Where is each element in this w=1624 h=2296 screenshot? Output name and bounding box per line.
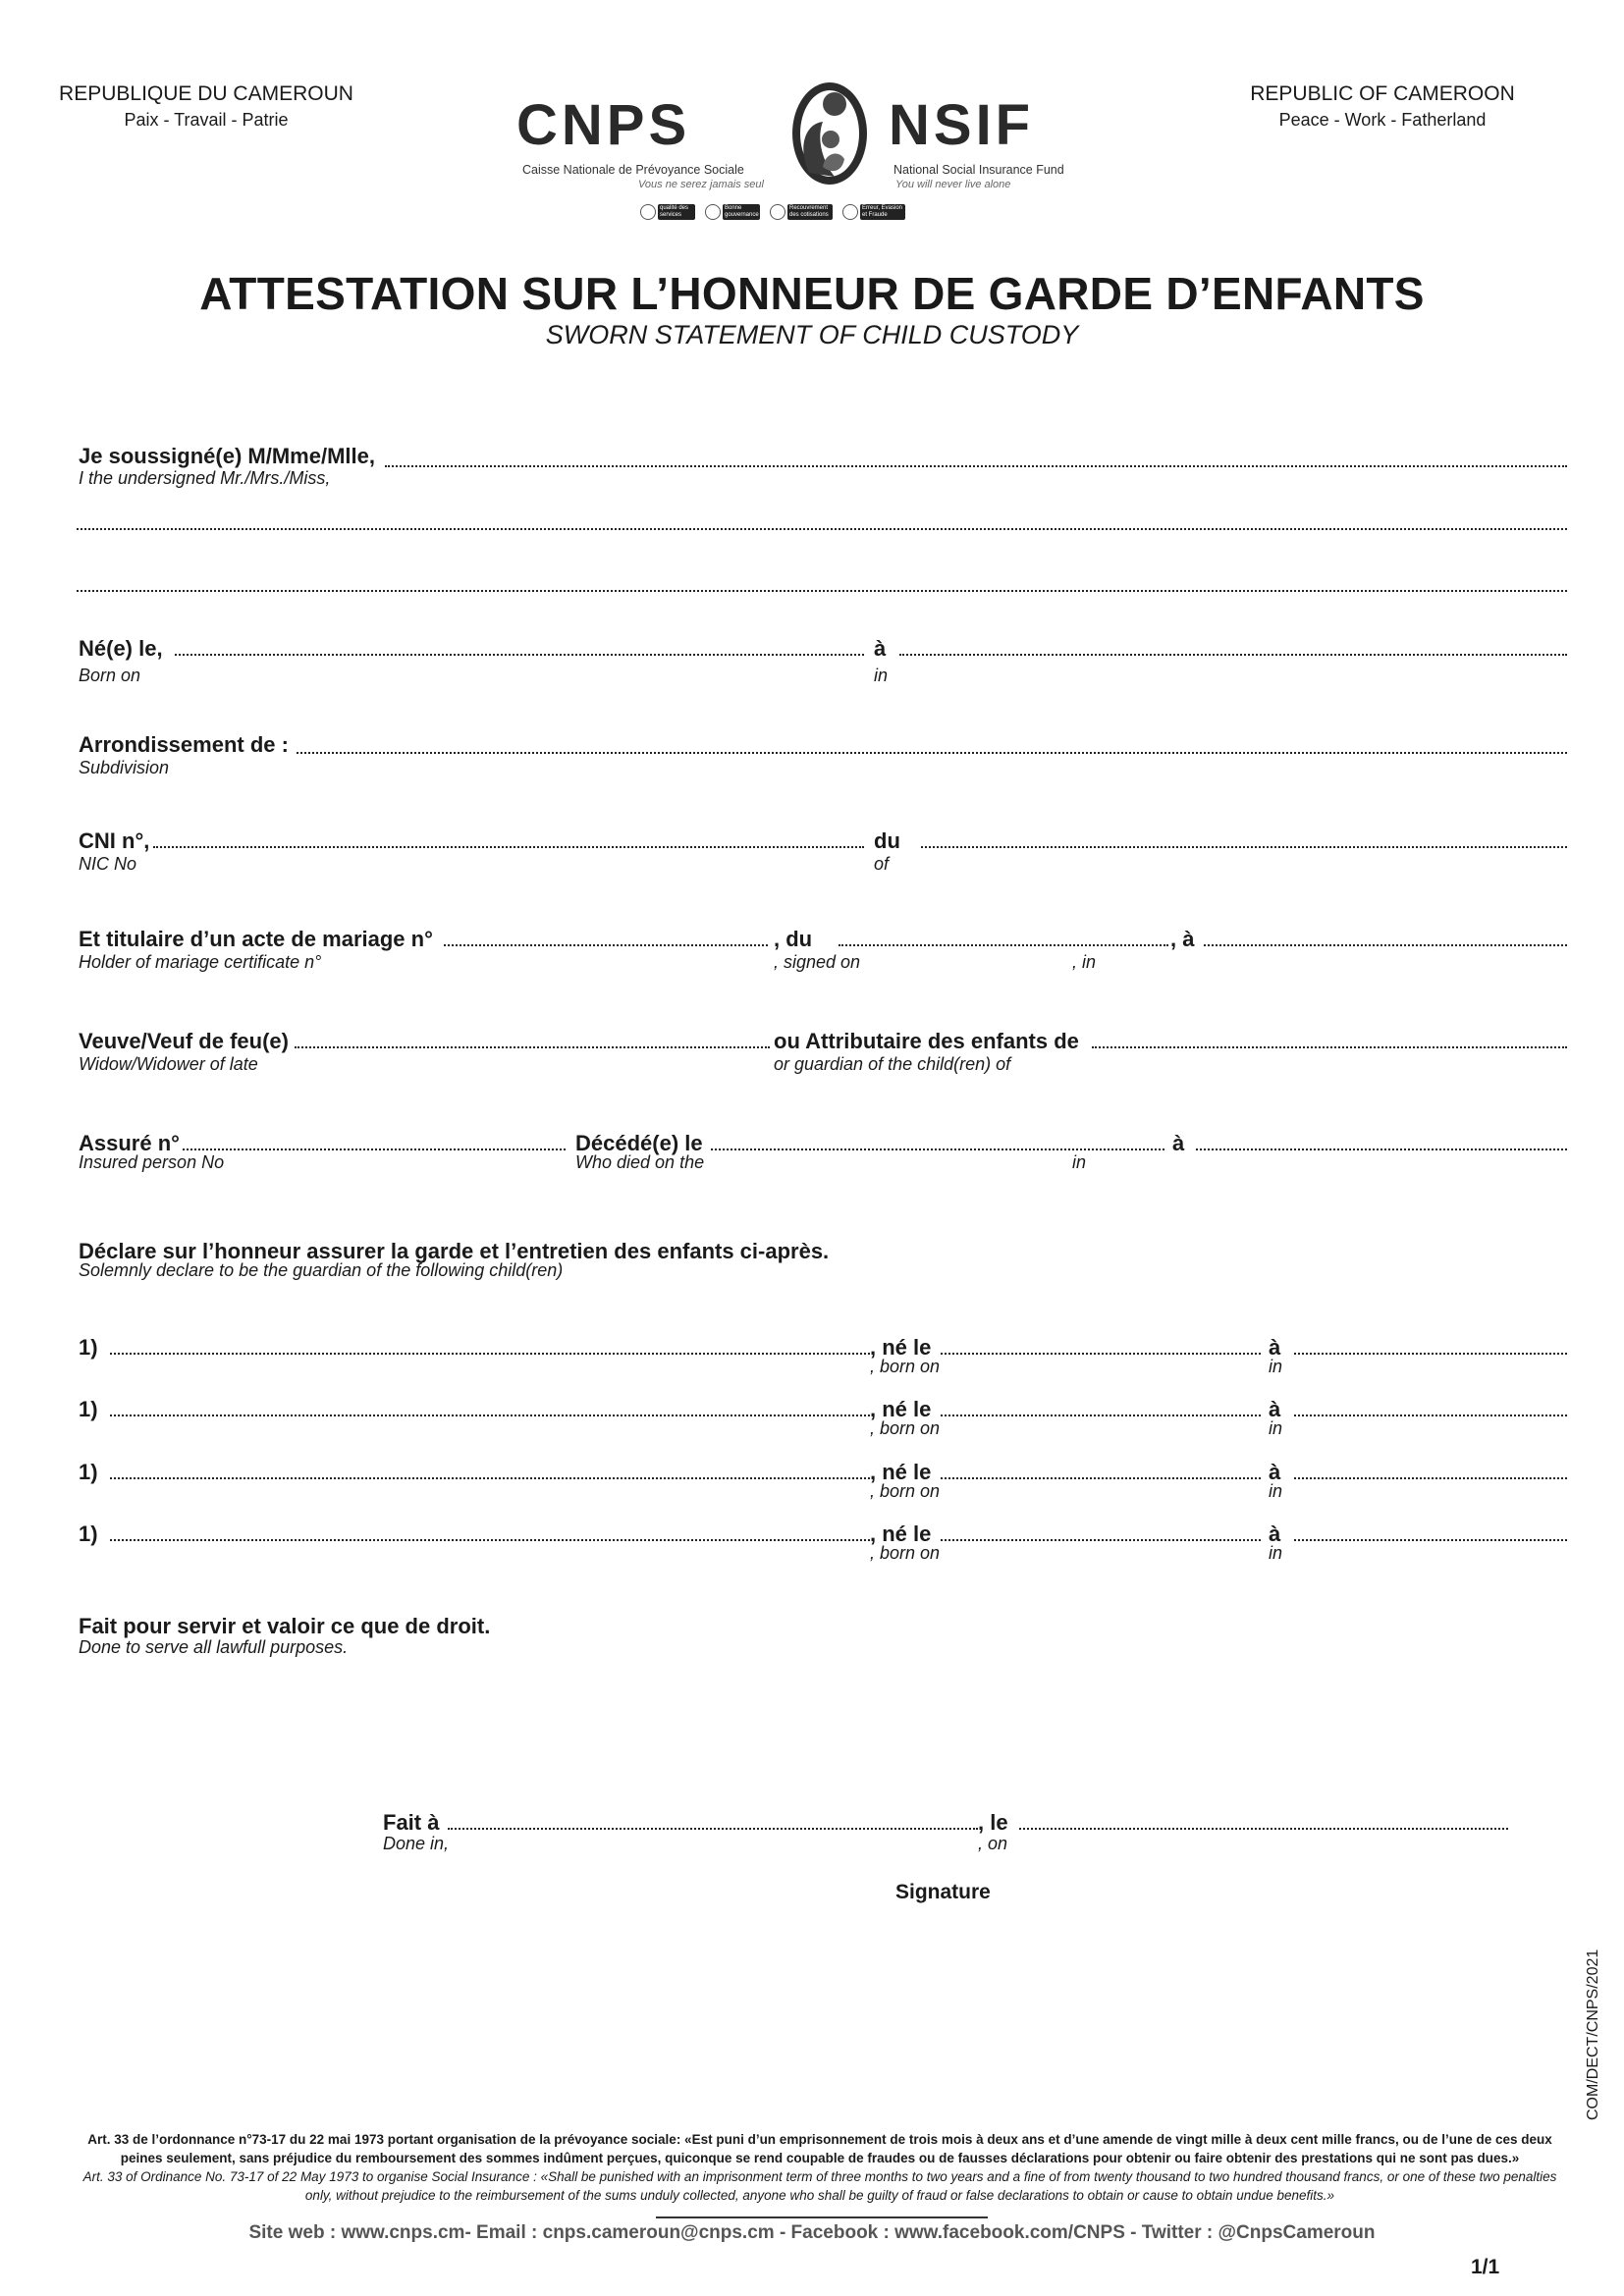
child-born-place-field[interactable] <box>1294 1415 1567 1416</box>
born-in-label: à <box>874 636 887 661</box>
born-on-label: Né(e) le, <box>79 636 163 661</box>
nic-date-label-en: of <box>874 854 890 874</box>
guardian-field[interactable] <box>1092 1046 1567 1048</box>
logo-name-en: National Social Insurance Fund <box>893 163 1064 177</box>
guardian-label-en: or guardian of the child(ren) of <box>774 1054 1011 1074</box>
badge-contribution-collection: Recouvrement des cotisations <box>787 204 833 220</box>
motto-fr: Paix - Travail - Patrie <box>124 110 289 130</box>
done-at-label-en: Done in, <box>383 1834 450 1853</box>
child-born-label: , né le <box>870 1460 932 1484</box>
child-number: 1) <box>79 1522 98 1546</box>
child-name-field[interactable] <box>110 1539 870 1541</box>
marriage-cert-field[interactable] <box>444 944 768 946</box>
death-date-field[interactable] <box>711 1148 1164 1150</box>
issa-seal-icon <box>640 204 656 220</box>
header-right <box>1235 82 1530 131</box>
badge-error-evasion-fraud: Erreur, Evasion et Fraude <box>860 204 905 220</box>
child-born-label: , né le <box>870 1397 932 1421</box>
logo-brand-left: CNPS <box>516 93 691 157</box>
child-born-place-label: à <box>1269 1460 1281 1484</box>
child-born-label: , né le <box>870 1335 932 1360</box>
header-left <box>59 82 353 131</box>
child-born-label-en: , born on <box>870 1543 941 1563</box>
child-number: 1) <box>79 1397 98 1421</box>
child-born-date-field[interactable] <box>941 1539 1261 1541</box>
marriage-date-field[interactable] <box>839 944 1168 946</box>
form-code: COM/DECT/CNPS/2021 <box>1585 1949 1601 2120</box>
undersigned-label-en: I the undersigned Mr./Mrs./Miss, <box>79 468 331 488</box>
country-name-en: REPUBLIC OF CAMEROON <box>1250 82 1515 105</box>
marriage-date-label-en: , signed on <box>774 952 861 972</box>
child-number: 1) <box>79 1460 98 1484</box>
page-subtitle: SWORN STATEMENT OF CHILD CUSTODY <box>545 320 1079 349</box>
born-in-field[interactable] <box>899 654 1567 656</box>
page-number: 1/1 <box>1471 2256 1500 2278</box>
marriage-place-label: , à <box>1170 927 1195 951</box>
death-place-label: à <box>1172 1131 1185 1155</box>
child-born-date-field[interactable] <box>941 1353 1261 1355</box>
child-born-label-en: , born on <box>870 1418 941 1438</box>
subdivision-label-en: Subdivision <box>79 758 170 777</box>
page-title: ATTESTATION SUR L’HONNEUR DE GARDE D’ENFANTS <box>199 268 1425 319</box>
born-on-field[interactable] <box>175 654 864 656</box>
child-born-place-field[interactable] <box>1294 1477 1567 1479</box>
child-name-field[interactable] <box>110 1477 870 1479</box>
country-name-fr: REPUBLIQUE DU CAMEROUN <box>59 82 353 105</box>
subdivision-label: Arrondissement de : <box>79 732 289 757</box>
logo-motto-en: You will never live alone <box>895 179 1011 190</box>
nic-field[interactable] <box>153 846 864 848</box>
purpose-statement-en: Done to serve all lawfull purposes. <box>79 1637 349 1657</box>
contact-info: Site web : www.cnps.cm- Email : cnps.cameroun@cnps.cm - Facebook : www.facebook.com/CNPS - Twitter : @CnpsCameroun <box>248 2222 1376 2243</box>
death-place-label-en: in <box>1072 1152 1087 1172</box>
declaration-heading-en: Solemnly declare to be the guardian of the following child(ren) <box>79 1260 564 1280</box>
child-born-label-en: , born on <box>870 1481 941 1501</box>
born-on-label-en: Born on <box>79 666 141 685</box>
insured-no-field[interactable] <box>183 1148 566 1150</box>
child-born-place-field[interactable] <box>1294 1539 1567 1541</box>
child-born-label-en: , born on <box>870 1357 941 1376</box>
logo-emblem-icon <box>787 79 872 188</box>
child-number: 1) <box>79 1335 98 1360</box>
marriage-cert-label-en: Holder of mariage certificate n° <box>79 952 322 972</box>
child-born-place-field[interactable] <box>1294 1353 1567 1355</box>
marriage-date-label: , du <box>774 927 813 951</box>
insured-no-label-en: Insured person No <box>79 1152 225 1172</box>
badge-service-quality: qualité des services <box>658 204 695 220</box>
child-born-place-label: à <box>1269 1522 1281 1546</box>
child-born-date-field[interactable] <box>941 1477 1261 1479</box>
nic-date-label: du <box>874 828 900 853</box>
child-born-place-label: à <box>1269 1335 1281 1360</box>
guardian-label: ou Attributaire des enfants de <box>774 1029 1079 1053</box>
nic-date-field[interactable] <box>921 846 1567 848</box>
done-on-label: , le <box>978 1810 1008 1835</box>
signature-label: Signature <box>895 1881 991 1903</box>
issa-seal-icon <box>770 204 785 220</box>
cnps-nsif-logo <box>511 79 1110 236</box>
footer-divider <box>656 2216 988 2218</box>
undersigned-field-line3[interactable] <box>77 590 1567 592</box>
child-born-place-label-en: in <box>1269 1543 1283 1563</box>
widow-label-en: Widow/Widower of late <box>79 1054 258 1074</box>
logo-brand-right: NSIF <box>889 93 1035 157</box>
death-date-label-en: Who died on the <box>575 1152 705 1172</box>
undersigned-label: Je soussigné(e) M/Mme/Mlle, <box>79 444 375 468</box>
signature-area[interactable] <box>746 1914 1159 2061</box>
born-in-label-en: in <box>874 666 889 685</box>
subdivision-field[interactable] <box>297 752 1567 754</box>
logo-motto-fr: Vous ne serez jamais seul <box>638 179 764 190</box>
issa-seal-icon <box>842 204 858 220</box>
child-born-date-field[interactable] <box>941 1415 1261 1416</box>
marriage-place-field[interactable] <box>1204 944 1567 946</box>
legal-notice-fr: Art. 33 de l’ordonnance n°73-17 du 22 mai 1973 portant organisation de la prévoyance sociale: «Est puni d’un emprisonnement de trois mois à deux ans et d’une amende de vingt mille à deux cent mille francs, ou de l’une de ces deux peines seulement, sans préjudice du remboursement des sommes indûment perçues, quiconque se rend coupable de fraudes ou de fausses déclarations pour obtenir ou faire obtenir des prestations qui ne sont pas dues.» <box>87 2132 1552 2165</box>
issa-seal-icon <box>705 204 721 220</box>
nic-label-en: NIC No <box>79 854 137 874</box>
child-name-field[interactable] <box>110 1353 870 1355</box>
declaration-heading: Déclare sur l’honneur assurer la garde et l’entretien des enfants ci-après. <box>79 1239 830 1263</box>
child-born-place-label-en: in <box>1269 1357 1283 1376</box>
done-on-label-en: , on <box>978 1834 1008 1853</box>
child-born-place-label: à <box>1269 1397 1281 1421</box>
logo-name-fr: Caisse Nationale de Prévoyance Sociale <box>522 163 744 177</box>
child-born-label: , né le <box>870 1522 932 1546</box>
done-at-label: Fait à <box>383 1810 440 1835</box>
child-name-field[interactable] <box>110 1415 870 1416</box>
widow-label: Veuve/Veuf de feu(e) <box>79 1029 289 1053</box>
motto-en: Peace - Work - Fatherland <box>1278 110 1487 130</box>
purpose-statement: Fait pour servir et valoir ce que de droit. <box>79 1614 491 1638</box>
nic-label: CNI n°, <box>79 828 150 853</box>
child-born-place-label-en: in <box>1269 1481 1283 1501</box>
undersigned-field-line2[interactable] <box>77 528 1567 530</box>
death-date-label: Décédé(e) le <box>575 1131 703 1155</box>
undersigned-field[interactable] <box>385 465 1567 467</box>
marriage-place-label-en: , in <box>1072 952 1097 972</box>
done-at-field[interactable] <box>448 1828 978 1830</box>
death-place-field[interactable] <box>1196 1148 1567 1150</box>
widow-field[interactable] <box>295 1046 770 1048</box>
child-born-place-label-en: in <box>1269 1418 1283 1438</box>
legal-notice-en: Art. 33 of Ordinance No. 73-17 of 22 May 1973 to organise Social Insurance : «Shall be punished with an imprisonment term of three months to two years and a fine of from twenty thousand to two hundred thousand francs, or one of these two penalties only, without prejudice to the reimbursement of the sums unduly collected, anyone who shall be guilty of fraud or false declarations to obtain or cause to obtain undue benefits.» <box>82 2169 1557 2203</box>
done-on-field[interactable] <box>1019 1828 1508 1830</box>
marriage-cert-label: Et titulaire d’un acte de mariage n° <box>79 927 433 951</box>
badge-good-governance: Bonne gouvernance <box>725 205 759 218</box>
insured-no-label: Assuré n° <box>79 1131 180 1155</box>
